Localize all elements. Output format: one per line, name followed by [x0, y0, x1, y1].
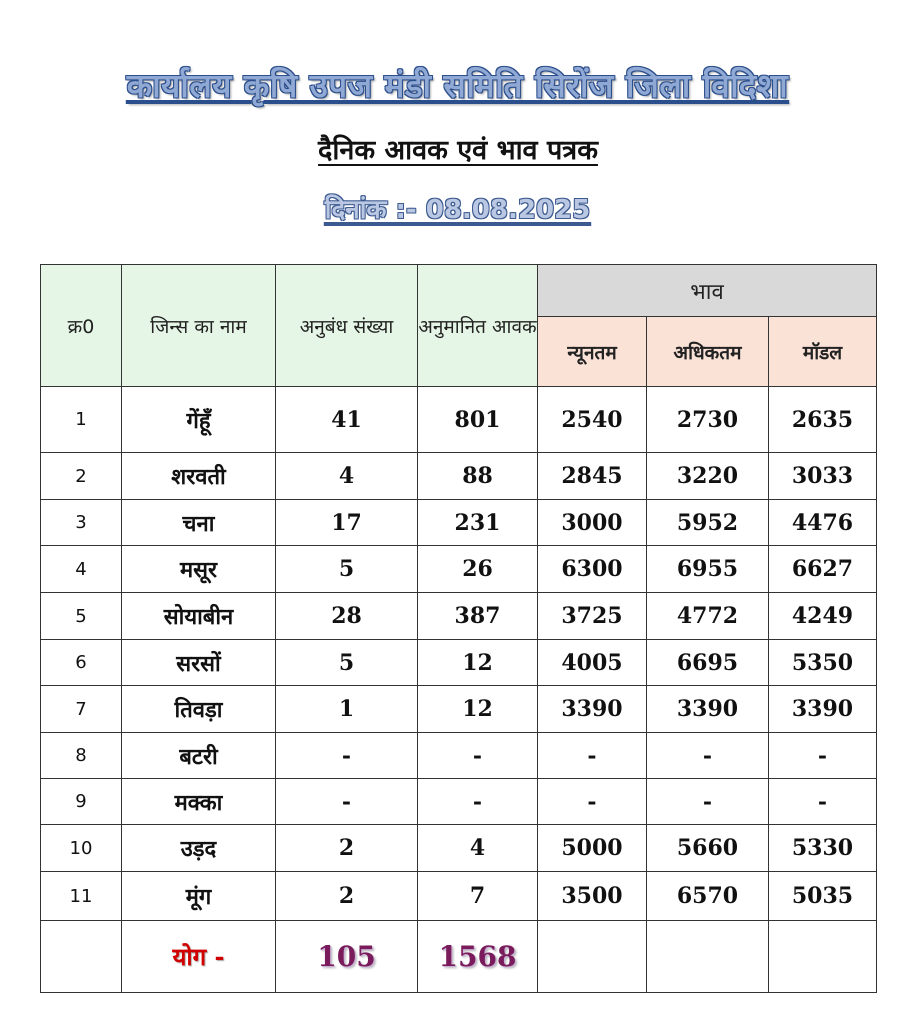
cell-sno: 5 [41, 593, 122, 640]
cell-crop: शरवती [122, 453, 276, 500]
col-header-sno: क्र0 [41, 265, 122, 387]
cell-modal: 5035 [769, 872, 877, 921]
cell-modal: 3033 [769, 453, 877, 500]
table-row [41, 546, 877, 593]
table-row [41, 779, 877, 825]
cell-arrival: 88 [418, 453, 538, 500]
cell-min: 3500 [538, 872, 647, 921]
cell-max: 3390 [647, 686, 769, 733]
cell-arrival: 231 [418, 500, 538, 546]
cell-contracts: 5 [276, 640, 418, 686]
cell-arrival: 4 [418, 825, 538, 872]
cell-contracts: 2 [276, 872, 418, 921]
cell-sno: 3 [41, 500, 122, 546]
col-header-crop: जिन्स का नाम [122, 265, 276, 387]
total-sno-cell [41, 921, 122, 993]
cell-contracts: 2 [276, 825, 418, 872]
cell-modal: 3390 [769, 686, 877, 733]
cell-crop: बटरी [122, 733, 276, 779]
cell-arrival: - [418, 733, 538, 779]
cell-crop: मसूर [122, 546, 276, 593]
cell-sno: 1 [41, 387, 122, 453]
cell-max: 5952 [647, 500, 769, 546]
cell-sno: 8 [41, 733, 122, 779]
cell-max: 6695 [647, 640, 769, 686]
cell-crop: चना [122, 500, 276, 546]
cell-max: - [647, 733, 769, 779]
cell-arrival: - [418, 779, 538, 825]
cell-arrival: 7 [418, 872, 538, 921]
cell-min: - [538, 733, 647, 779]
cell-contracts: 28 [276, 593, 418, 640]
cell-contracts: - [276, 779, 418, 825]
cell-min: 3390 [538, 686, 647, 733]
table-row [41, 453, 877, 500]
table-row [41, 387, 877, 453]
cell-modal: 2635 [769, 387, 877, 453]
cell-arrival: 387 [418, 593, 538, 640]
cell-modal: 5350 [769, 640, 877, 686]
total-min-cell [538, 921, 647, 993]
total-row [41, 921, 877, 993]
col-header-max: अधिकतम [647, 317, 769, 387]
col-header-min: न्यूनतम [538, 317, 647, 387]
table-row [41, 825, 877, 872]
cell-crop: सरसों [122, 640, 276, 686]
cell-arrival: 12 [418, 686, 538, 733]
cell-crop: सोयाबीन [122, 593, 276, 640]
table-row [41, 733, 877, 779]
cell-min: 5000 [538, 825, 647, 872]
cell-crop: तिवड़ा [122, 686, 276, 733]
cell-arrival: 12 [418, 640, 538, 686]
cell-sno: 11 [41, 872, 122, 921]
cell-max: 2730 [647, 387, 769, 453]
cell-max: 6955 [647, 546, 769, 593]
col-header-arrival: अनुमानित आवक [418, 265, 538, 387]
cell-contracts: 4 [276, 453, 418, 500]
cell-sno: 2 [41, 453, 122, 500]
cell-modal: - [769, 733, 877, 779]
cell-sno: 9 [41, 779, 122, 825]
total-contracts: 105 [276, 921, 418, 993]
cell-modal: 6627 [769, 546, 877, 593]
mandi-price-table [40, 264, 877, 993]
total-max-cell [647, 921, 769, 993]
cell-min: 6300 [538, 546, 647, 593]
cell-min: - [538, 779, 647, 825]
cell-contracts: - [276, 733, 418, 779]
cell-max: 4772 [647, 593, 769, 640]
cell-modal: - [769, 779, 877, 825]
cell-min: 2845 [538, 453, 647, 500]
cell-modal: 4476 [769, 500, 877, 546]
table-row [41, 500, 877, 546]
table-row [41, 640, 877, 686]
table-row [41, 872, 877, 921]
report-date: दिनांक :- 08.08.2025 [324, 195, 591, 225]
cell-crop: उड़द [122, 825, 276, 872]
cell-sno: 4 [41, 546, 122, 593]
cell-arrival: 26 [418, 546, 538, 593]
cell-modal: 4249 [769, 593, 877, 640]
cell-max: 6570 [647, 872, 769, 921]
col-header-price-group: भाव [538, 265, 877, 317]
cell-min: 4005 [538, 640, 647, 686]
cell-contracts: 17 [276, 500, 418, 546]
cell-sno: 6 [41, 640, 122, 686]
cell-max: 3220 [647, 453, 769, 500]
cell-min: 3000 [538, 500, 647, 546]
cell-crop: गेंहूँ [122, 387, 276, 453]
table-row [41, 593, 877, 640]
col-header-modal: मॉडल [769, 317, 877, 387]
total-label: योग - [122, 921, 276, 993]
cell-modal: 5330 [769, 825, 877, 872]
table-row [41, 686, 877, 733]
cell-crop: मूंग [122, 872, 276, 921]
cell-max: 5660 [647, 825, 769, 872]
col-header-contracts: अनुबंध संख्या [276, 265, 418, 387]
total-arrival: 1568 [418, 921, 538, 993]
cell-min: 2540 [538, 387, 647, 453]
office-title: कार्यालय कृषि उपज मंडी समिति सिरोंज जिला विदिशा [126, 66, 789, 105]
cell-contracts: 1 [276, 686, 418, 733]
cell-contracts: 41 [276, 387, 418, 453]
cell-sno: 7 [41, 686, 122, 733]
cell-contracts: 5 [276, 546, 418, 593]
cell-min: 3725 [538, 593, 647, 640]
cell-max: - [647, 779, 769, 825]
cell-crop: मक्का [122, 779, 276, 825]
cell-arrival: 801 [418, 387, 538, 453]
report-subtitle: दैनिक आवक एवं भाव पत्रक [318, 135, 598, 166]
total-modal-cell [769, 921, 877, 993]
cell-sno: 10 [41, 825, 122, 872]
